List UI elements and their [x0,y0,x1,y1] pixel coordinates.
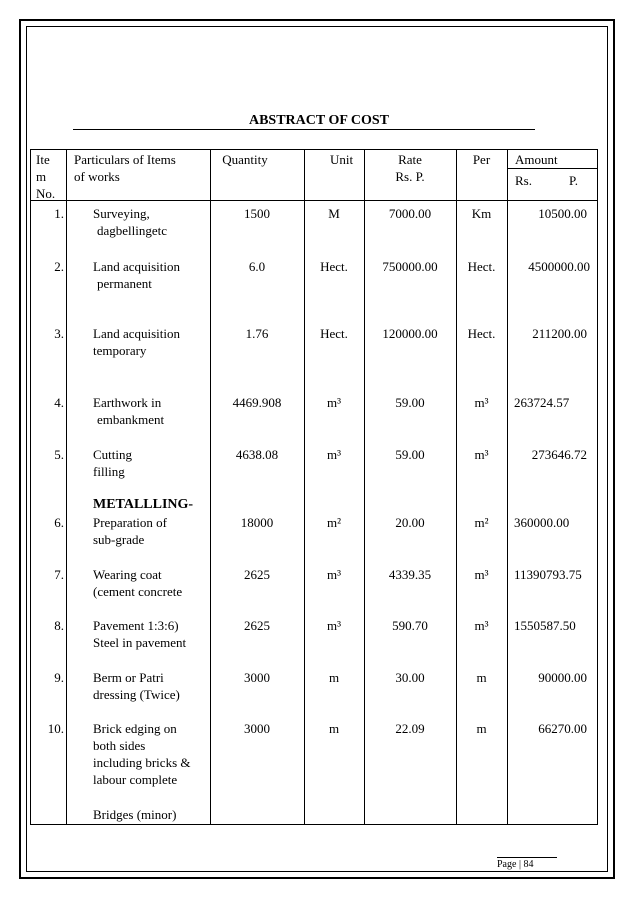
header-item-no: Ite m No. [36,152,56,201]
unit-value: m³ [326,395,341,410]
rate-value: 590.70 [392,618,428,633]
amount-value: 10500.00 [538,206,587,221]
page-number: Page | 84 [497,859,534,870]
particulars-text: Preparation of sub-grade [93,515,168,547]
amount-value: 66270.00 [538,721,587,736]
header-particulars: Particulars of Items of works [74,152,176,184]
unit-value: Hect. [320,326,348,341]
unit-value: m³ [326,567,341,582]
rate-value: 120000.00 [382,326,438,341]
rate-value: 750000.00 [382,259,438,274]
header-rate: Rate Rs. P. [395,152,425,184]
unit-value: m³ [326,447,341,462]
particulars-text: Cutting filling [93,447,133,479]
title-underline [73,129,535,130]
item-number: 1. [54,206,64,221]
header-amount-rs: Rs. [515,173,532,188]
particulars-text: Land acquisition permanent [93,259,181,291]
per-value: m³ [474,618,489,633]
quantity-value: 2625 [244,567,270,582]
rate-value: 20.00 [395,515,425,530]
amount-value: 90000.00 [538,670,587,685]
item-number: 9. [54,670,64,685]
item-number: 8. [54,618,64,633]
rate-value: 7000.00 [388,206,432,221]
quantity-value: 18000 [240,515,274,530]
quantity-value: 4469.908 [232,395,282,410]
rate-value: 4339.35 [388,567,432,582]
unit-value: m³ [326,618,341,633]
unit-value: m [328,670,340,685]
header-amount: Amount [515,152,558,167]
document-title: ABSTRACT OF COST [248,113,390,128]
amount-value: 1550587.50 [514,618,576,633]
unit-value: M [328,206,340,221]
rate-value: 22.09 [395,721,425,736]
col-divider [66,149,67,825]
item-number: 10. [47,721,64,736]
rate-value: 30.00 [395,670,425,685]
amount-value: 11390793.75 [514,567,582,582]
particulars-text: Surveying, dagbellingetc [93,206,168,238]
particulars-text: Earthwork in embankment [93,395,165,427]
amount-value: 4500000.00 [528,259,590,274]
quantity-value: 1.76 [245,326,269,341]
unit-value: m² [326,515,341,530]
per-value: m [476,670,487,685]
per-value: Hect. [467,326,496,341]
header-unit: Unit [329,152,354,167]
per-value: m³ [474,395,489,410]
section-heading: METALLLING- [93,497,194,512]
amount-header-divider [507,168,598,169]
footer-rule [497,857,557,858]
quantity-value: 4638.08 [235,447,279,462]
item-number: 4. [54,395,64,410]
rate-value: 59.00 [395,395,425,410]
amount-value: 263724.57 [514,395,570,410]
quantity-value: 3000 [244,670,270,685]
per-value: m² [474,515,489,530]
per-value: Hect. [467,259,496,274]
unit-value: m [328,721,340,736]
item-number: 3. [54,326,64,341]
item-number: 5. [54,447,64,462]
quantity-value: 6.0 [248,259,266,274]
header-divider [30,200,598,201]
quantity-value: 2625 [244,618,270,633]
per-value: m [476,721,487,736]
quantity-value: 3000 [244,721,270,736]
particulars-text: Brick edging on both sides including bricks & labour complete [93,721,191,787]
amount-value: 273646.72 [531,447,587,462]
header-quantity: Quantity [222,152,268,167]
per-value: m³ [474,447,489,462]
particulars-text: Land acquisition temporary [93,326,181,358]
particulars-text: Berm or Patri dressing (Twice) [93,670,180,702]
unit-value: Hect. [320,259,348,274]
header-amount-p: P. [569,173,579,188]
per-value: m³ [474,567,489,582]
header-per: Per [472,152,491,167]
item-number: 7. [54,567,64,582]
quantity-value: 1500 [244,206,270,221]
item-number: 2. [54,259,64,274]
trailing-heading: Bridges (minor) [93,807,177,822]
amount-value: 211200.00 [532,326,587,341]
particulars-text: Pavement 1:3:6) Steel in pavement [93,618,187,650]
amount-value: 360000.00 [514,515,570,530]
per-value: Km [471,206,492,221]
item-number: 6. [54,515,64,530]
rate-value: 59.00 [395,447,425,462]
particulars-text: Wearing coat (cement concrete [93,567,183,599]
